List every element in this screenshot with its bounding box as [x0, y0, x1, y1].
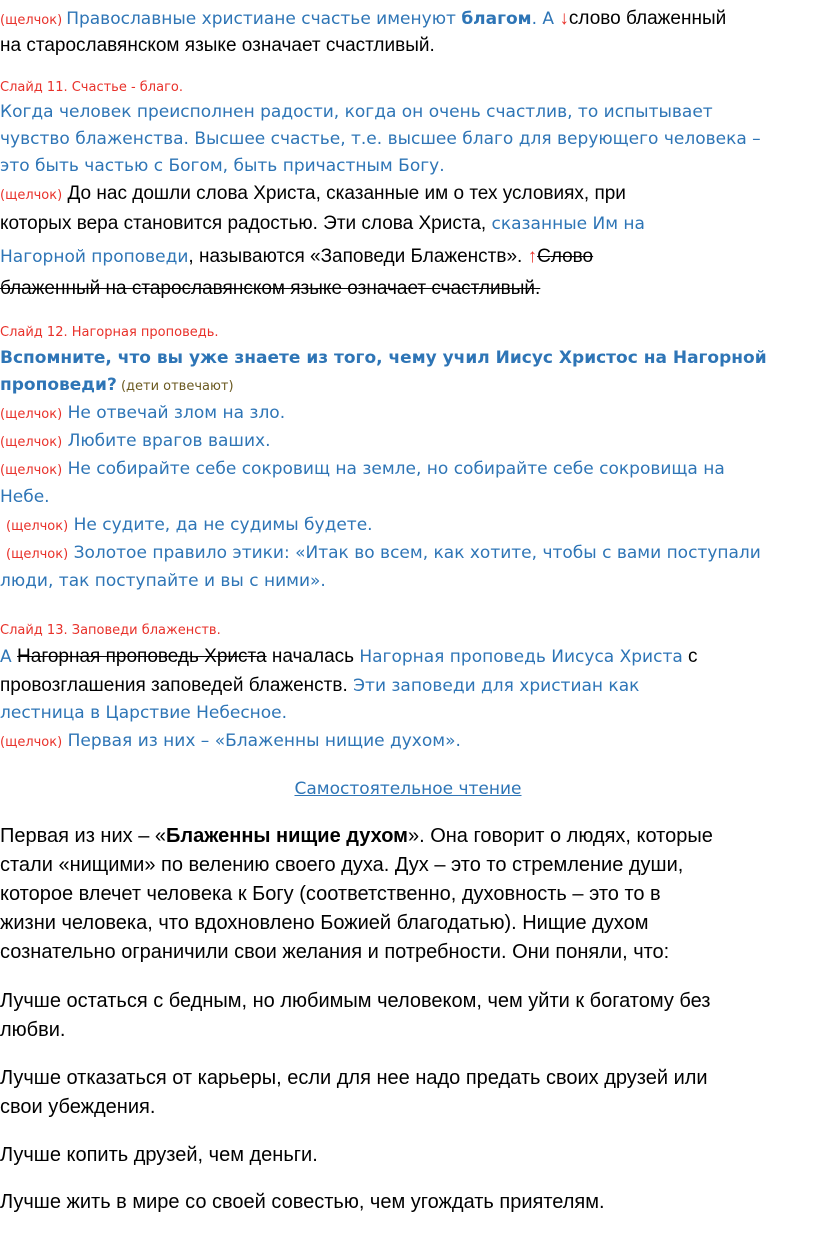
slide-12-question-line-2 [0, 375, 234, 395]
slide-12-heading: Слайд 12. Нагорная проповедь. [0, 325, 219, 340]
reading-rule-1-line-1: Лучше остаться с бедным, но любимым человеком, чем уйти к богатому без [0, 990, 711, 1012]
quote-text: До нас дошли слова Христа, сказанные им о тех условиях, при [62, 183, 626, 204]
reading-rule-2-line-2: свои убеждения. [0, 1096, 156, 1118]
slide-11-quote-line-2 [0, 213, 645, 236]
reading-rule-3: Лучше копить друзей, чем деньги. [0, 1144, 318, 1166]
click-marker: (щелчок) [0, 735, 63, 750]
item-text: Не судите, да не судимы будете. [68, 515, 373, 535]
reading-text: Первая из них – « [0, 825, 167, 847]
slide-12-item-3 [0, 459, 725, 479]
first-beatitude-text: Первая из них – «Блаженны нищие духом». [62, 731, 461, 751]
reading-paragraph-line-1 [0, 824, 713, 848]
item-text: Золотое правило этики: «Итак во всем, как хотите, чтобы с вами поступали [68, 543, 761, 563]
click-marker: (щелчок) [0, 407, 63, 422]
slide-11-paragraph-line-1: Когда человек преисполнен радости, когда он очень счастлив, то испытывает [0, 102, 713, 122]
slide-12-item-3-cont: Небе. [0, 487, 50, 507]
reading-paragraph-line-2: стали «нищими» по велению своего духа. Дух – это то стремление души, [0, 854, 684, 876]
arrow-down-icon: ↓ [559, 8, 569, 29]
intro-line-2: на старославянском языке означает счастливый. [0, 35, 435, 56]
quote-text: которых вера становится радостью. Эти слова Христа, [0, 213, 492, 234]
with-text: с [682, 646, 698, 667]
began-text: началась [266, 646, 360, 667]
slide-12-question-line-1: Вспомните, что вы уже знаете из того, чему учил Иисус Христос на Нагорной [0, 348, 767, 368]
proclamation-text: провозглашения заповедей блаженств. [0, 675, 348, 696]
quote-text: , называются «Заповеди Блаженств». [188, 246, 528, 267]
intro-text-2: . А [531, 9, 560, 29]
slide-13-line-4 [0, 731, 461, 751]
reading-rule-1-line-2: любви. [0, 1019, 66, 1041]
slide-11-struck-line: блаженный на старославянском языке означает счастливый. [0, 278, 541, 299]
reading-title: Самостоятельное чтение [294, 779, 522, 799]
arrow-up-icon: ↑ [527, 246, 538, 267]
slide-11-quote-line-1 [0, 183, 626, 206]
beatitude-bold: Блаженны нищие духом [166, 825, 408, 847]
slide-12-item-5 [6, 543, 761, 563]
click-marker: (щелчок) [0, 13, 63, 28]
intro-text: Православные христиане счастье именуют [66, 9, 462, 29]
item-text: Любите врагов ваших. [62, 431, 271, 451]
answer-note: (дети отвечают) [116, 379, 234, 394]
slide-12-item-5-cont: люди, так поступайте и вы с ними». [0, 571, 326, 591]
quote-blue-text: Нагорной проповеди [0, 247, 189, 267]
reading-rule-2-line-1: Лучше отказаться от карьеры, если для нее надо предать своих друзей или [0, 1067, 708, 1089]
slide-11-paragraph-line-3: это быть частью с Богом, быть причастным Богу. [0, 156, 445, 176]
slide-11-heading: Слайд 11. Счастье - благо. [0, 80, 183, 95]
click-marker: (щелчок) [0, 435, 63, 450]
click-marker: (щелчок) [6, 547, 69, 562]
ladder-text: Эти заповеди для христиан как [347, 676, 640, 696]
sermon-text: Нагорная проповедь Иисуса Христа [359, 647, 683, 667]
struck-text: Слово [537, 246, 594, 267]
slide-13-a: А [0, 647, 18, 667]
slide-13-line-3: лестница в Царствие Небесное. [0, 703, 288, 723]
slide-11-quote-line-3 [0, 246, 593, 269]
click-marker: (щелчок) [0, 463, 63, 478]
slide-13-line-1 [0, 646, 698, 669]
reading-rule-4: Лучше жить в мире со своей совестью, чем угождать приятелям. [0, 1191, 605, 1213]
slide-13-line-2 [0, 675, 639, 698]
slide-12-item-2 [0, 431, 270, 451]
reading-text: ». Она говорит о людях, которые [407, 825, 713, 847]
quote-blue-text: сказанные Им на [491, 214, 645, 234]
click-marker: (щелчок) [6, 519, 69, 534]
slide-12-item-1 [0, 403, 285, 423]
reading-paragraph-line-4: жизни человека, что вдохновлено Божией благодатью). Нищие духом [0, 912, 649, 934]
click-marker: (щелчок) [0, 188, 63, 203]
reading-paragraph-line-5: сознательно ограничили свои желания и потребности. Они поняли, что: [0, 941, 670, 963]
struck-text: Нагорная проповедь Христа [17, 646, 267, 667]
slide-11-paragraph-line-2: чувство блаженства. Высшее счастье, т.е. высшее благо для верующего человека – [0, 129, 761, 149]
reading-paragraph-line-3: которое влечет человека к Богу (соответственно, духовность – это то в [0, 883, 661, 905]
intro-line-1 [0, 8, 726, 31]
blagom-word: благом [461, 9, 532, 29]
slide-13-heading: Слайд 13. Заповеди блаженств. [0, 623, 221, 638]
item-text: Не собирайте себе сокровищ на земле, но собирайте себе сокровища на [62, 459, 725, 479]
question-text: проповеди? [0, 375, 117, 395]
slide-12-item-4 [6, 515, 373, 535]
item-text: Не отвечай злом на зло. [62, 403, 286, 423]
intro-text-3: слово блаженный [568, 8, 727, 29]
